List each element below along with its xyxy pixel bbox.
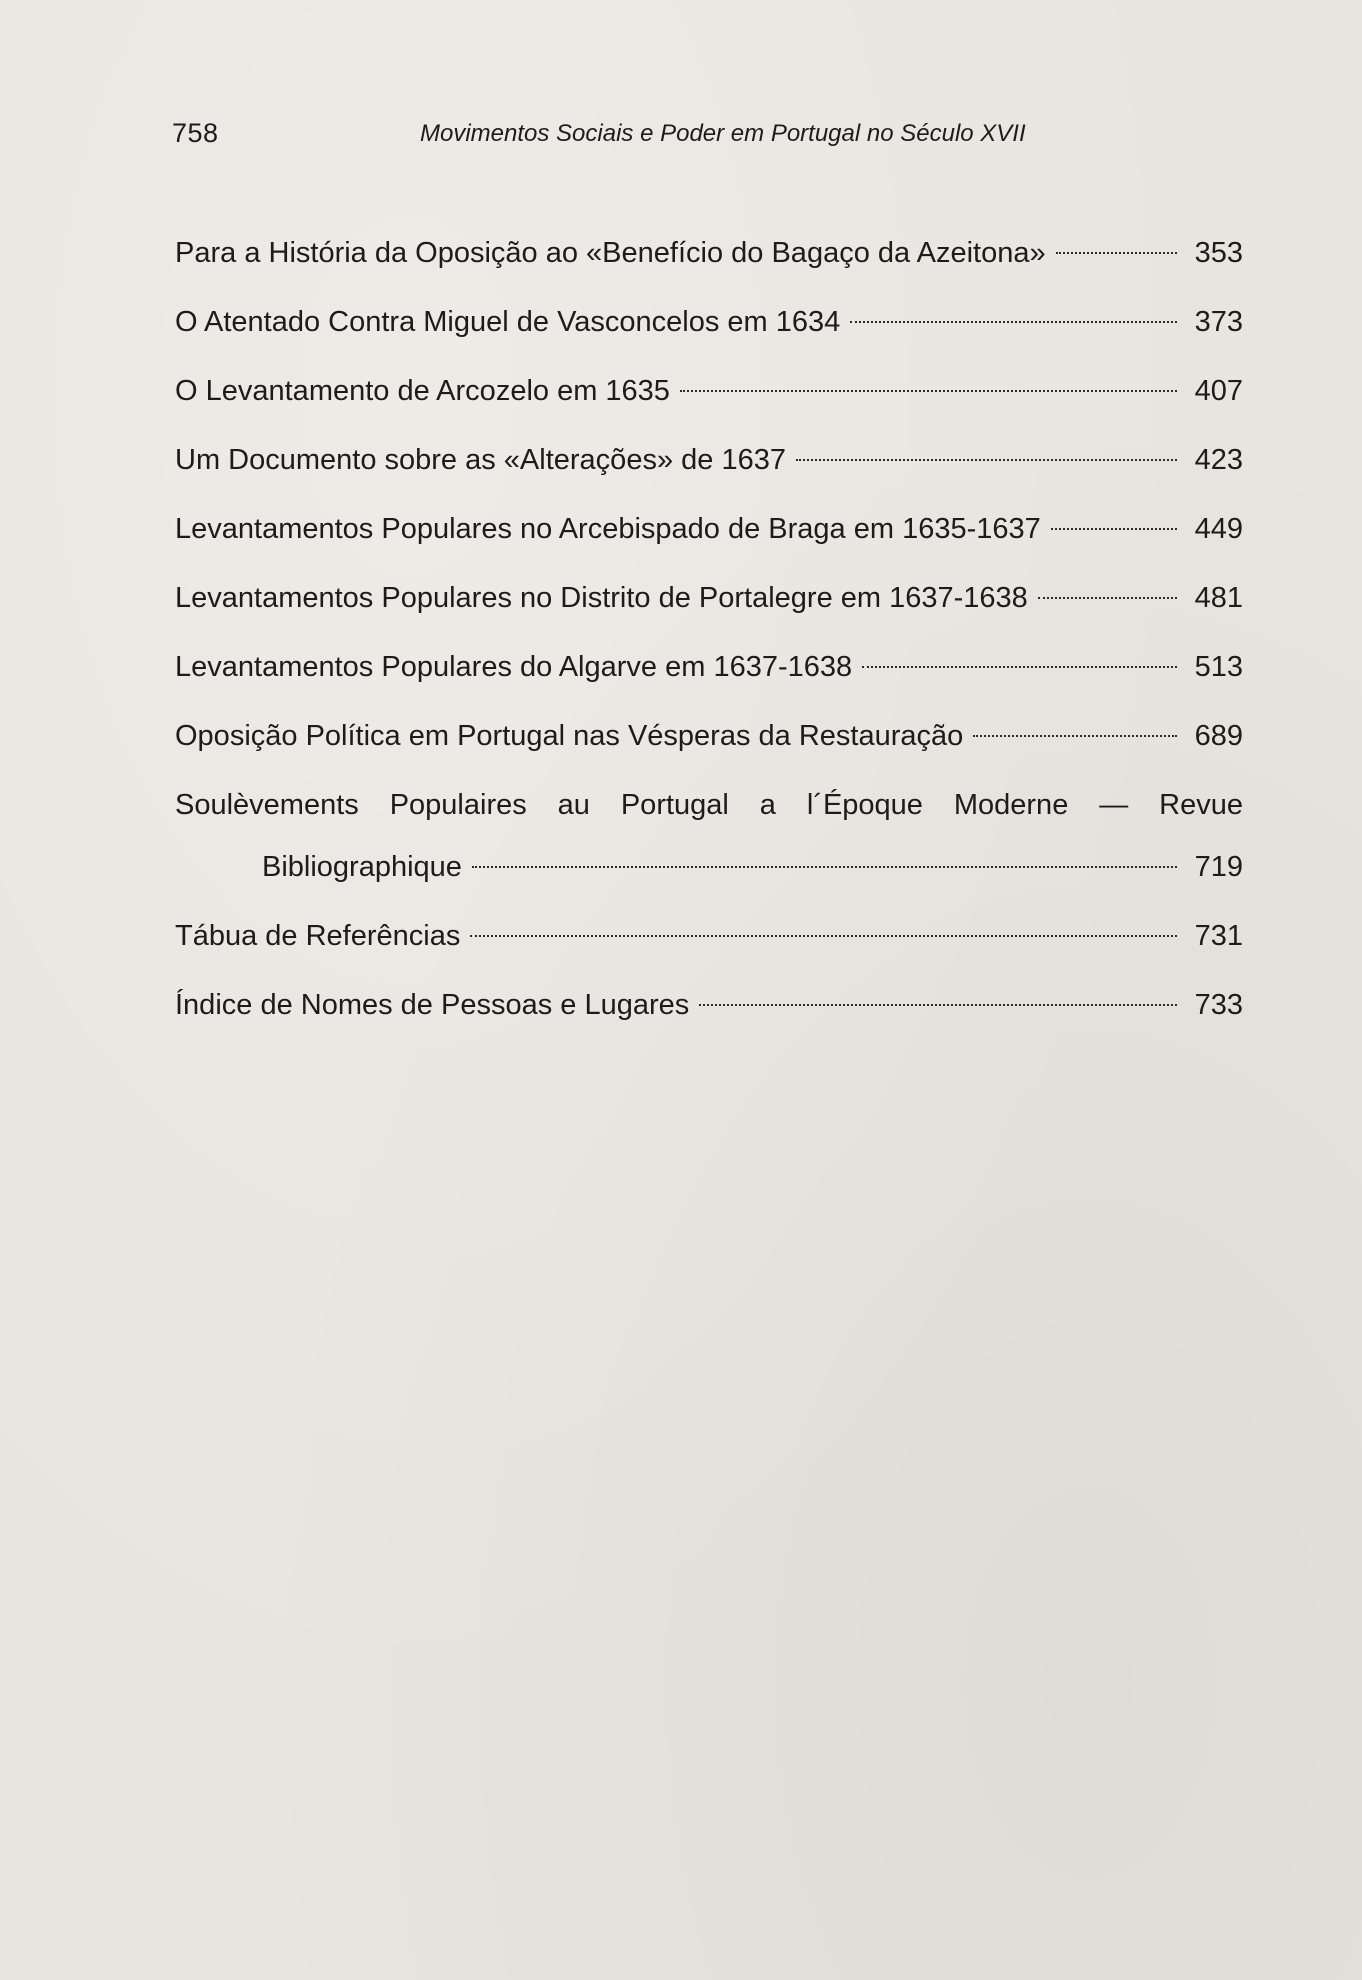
toc-entry bbox=[175, 711, 1243, 780]
toc-entry-title: Levantamentos Populares no Arcebispado de Braga em 1635-1637 bbox=[175, 513, 1041, 545]
title-word: a bbox=[759, 789, 776, 821]
toc-entry bbox=[175, 504, 1243, 573]
toc-entry-title: Oposição Política em Portugal nas Vésperas da Restauração bbox=[175, 720, 964, 752]
title-word: Soulèvements bbox=[175, 789, 359, 821]
toc-entry bbox=[175, 573, 1243, 642]
toc-entry-page: 481 bbox=[1194, 582, 1243, 614]
toc-entry-title: Levantamentos Populares do Algarve em 1637-1638 bbox=[175, 651, 853, 683]
toc-entry-page: 449 bbox=[1194, 513, 1243, 545]
toc-entry-page: 731 bbox=[1194, 920, 1243, 952]
dot-leader bbox=[973, 735, 1177, 737]
toc-entry-title-line1 bbox=[175, 780, 1243, 830]
dot-leader bbox=[699, 1004, 1177, 1006]
toc-entry-page: 689 bbox=[1194, 720, 1243, 752]
toc-entry-page: 407 bbox=[1194, 375, 1243, 407]
dot-leader bbox=[472, 866, 1177, 868]
toc-entry-title: Tábua de Referências bbox=[175, 920, 461, 952]
dot-leader bbox=[862, 666, 1177, 668]
dot-leader bbox=[850, 321, 1177, 323]
toc-entry-page: 733 bbox=[1194, 989, 1243, 1021]
toc-entry bbox=[175, 297, 1243, 366]
toc-entry bbox=[175, 642, 1243, 711]
toc-entry-title: Para a História da Oposição ao «Benefício do Bagaço da Azeitona» bbox=[175, 237, 1046, 269]
toc-entry-page: 373 bbox=[1194, 306, 1243, 338]
toc-entry-title: Levantamentos Populares no Distrito de Portalegre em 1637-1638 bbox=[175, 582, 1028, 614]
page-number: 758 bbox=[172, 118, 219, 148]
title-word: Moderne bbox=[953, 789, 1069, 821]
toc-entry-title: Índice de Nomes de Pessoas e Lugares bbox=[175, 989, 690, 1021]
toc-entry-page: 423 bbox=[1194, 444, 1243, 476]
title-word: Portugal bbox=[620, 789, 729, 821]
toc-entry-page: 353 bbox=[1194, 237, 1243, 269]
title-word: Populaires bbox=[389, 789, 527, 821]
toc-entry bbox=[175, 366, 1243, 435]
dot-leader bbox=[1051, 528, 1177, 530]
toc-entry-page: 719 bbox=[1194, 851, 1243, 883]
toc-entry-title: O Levantamento de Arcozelo em 1635 bbox=[175, 375, 670, 407]
dot-leader bbox=[1056, 252, 1177, 254]
toc-entry bbox=[175, 980, 1243, 1049]
title-word: au bbox=[557, 789, 590, 821]
dot-leader bbox=[796, 459, 1177, 461]
dot-leader bbox=[470, 935, 1177, 937]
book-title: Movimentos Sociais e Poder em Portugal no Século XVII bbox=[420, 120, 1026, 147]
dot-leader bbox=[1038, 597, 1177, 599]
running-head bbox=[172, 118, 1242, 158]
toc-entry bbox=[175, 780, 1243, 911]
title-word: l´Époque bbox=[806, 789, 923, 821]
table-of-contents bbox=[175, 228, 1243, 1049]
toc-entry-title: Um Documento sobre as «Alterações» de 1637 bbox=[175, 444, 786, 476]
toc-entry-title: O Atentado Contra Miguel de Vasconcelos em 1634 bbox=[175, 306, 841, 338]
toc-entry bbox=[175, 911, 1243, 980]
toc-entry bbox=[175, 228, 1243, 297]
dot-leader bbox=[680, 390, 1177, 392]
title-word: Revue bbox=[1159, 789, 1243, 821]
toc-entry-title-line2: Bibliographique bbox=[262, 851, 462, 883]
toc-entry bbox=[175, 435, 1243, 504]
toc-entry-page: 513 bbox=[1194, 651, 1243, 683]
title-word: — bbox=[1099, 789, 1129, 821]
